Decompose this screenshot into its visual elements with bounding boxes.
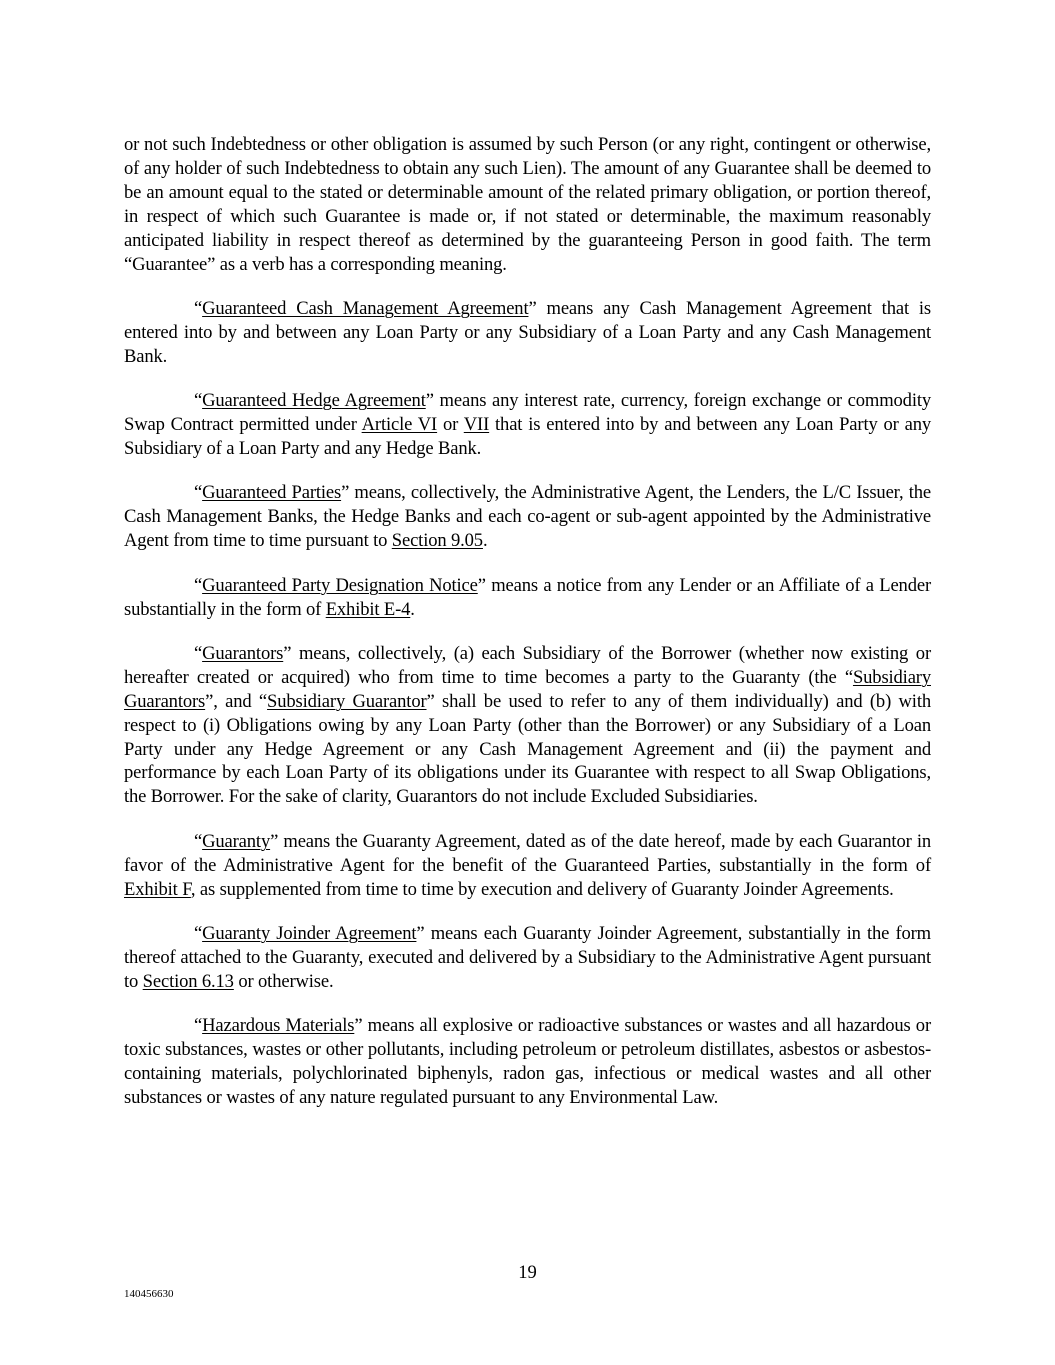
paragraph-text: ” means the Guaranty Agreement, dated as of the date hereof, made by each Guarantor in favor of the Administrative Agent for the benefit of the Guaranteed Parties, substantially in the form of [124, 830, 931, 876]
paragraph-text: . [482, 530, 488, 552]
paragraph-text: , as supplemented from time to time by execution and delivery of Guaranty Joinder Agreements. [190, 878, 894, 900]
definition-paragraph-guaranty-joinder-agreement [124, 922, 931, 994]
defined-term-reference: Section 9.05 [391, 530, 483, 552]
paragraph-text: that is entered into by and between any Loan Party or any Subsidiary of a Loan Party and any Hedge Bank. [124, 414, 932, 459]
definition-paragraph-guarantee-continuation [124, 133, 931, 276]
document-id: 140456630 [124, 1288, 174, 1300]
paragraph-text: ” means a notice from any Lender or an Affiliate of a Lender substantially in the form of [124, 574, 931, 620]
paragraph-text: “ [194, 1015, 203, 1037]
definition-paragraph-hazardous-materials [124, 1014, 931, 1110]
paragraph-text: or otherwise. [233, 970, 334, 992]
paragraph-text: “ [194, 574, 203, 596]
definition-paragraph-guaranteed-cash-management-agreement [124, 297, 931, 369]
paragraph-text: “ [194, 922, 203, 944]
defined-term-reference: Guaranteed Hedge Agreement [202, 390, 426, 412]
defined-term-reference: VII [463, 414, 490, 436]
paragraph-text: “ [194, 830, 203, 852]
paragraph-text: . [410, 598, 415, 620]
defined-term-reference: Guaranteed Party Designation Notice [202, 574, 478, 596]
definition-paragraph-guaranty [124, 830, 931, 902]
defined-term-reference: Section 6.13 [142, 970, 234, 992]
defined-term-reference: Guaranteed Cash Management Agreement [202, 297, 529, 319]
paragraph-text: ” means, collectively, the Administrative Agent, the Lenders, the L/C Issuer, the Cash Management Banks, the Hedge Banks and each co-agent or sub-agent appointed by the Administrative Agent from time to time pursuant to [124, 482, 931, 552]
page-number: 19 [518, 1262, 537, 1283]
defined-term-reference: Guaranty [202, 830, 271, 852]
defined-term-reference: Subsidiary Guarantors [124, 666, 931, 712]
paragraph-text: “ [194, 482, 203, 504]
paragraph-text: “ [194, 297, 203, 319]
paragraph-text: ” means, collectively, (a) each Subsidiary of the Borrower (whether now existing or hereafter created or acquired) who from time to time becomes a party to the Guaranty (the “ [124, 642, 931, 688]
defined-term-reference: Guarantors [202, 642, 284, 664]
definition-paragraph-guaranteed-hedge-agreement [124, 389, 931, 461]
defined-term-reference: Guaranteed Parties [202, 482, 342, 504]
defined-term-reference: Exhibit F [124, 878, 191, 900]
paragraph-text: ” means all explosive or radioactive substances or wastes and all hazardous or toxic substances, wastes or other pollutants, including petroleum or petroleum distillates, asbestos or asbestos-containing materials, polychlorinated biphenyls, radon gas, infectious or medical wastes and all other substances or wastes of any nature regulated pursuant to any Environmental Law. [124, 1015, 931, 1108]
paragraph-text: or not such Indebtedness or other obligation is assumed by such Person (or any right, contingent or otherwise, of any holder of such Indebtedness to obtain any such Lien). The amount of any Guarantee shall be deemed to be an amount equal to the stated or determinable amount of the related primary obligation, or portion thereof, in respect of which such Guarantee is made or, if not stated or determinable, the maximum reasonably anticipated liability in respect thereof as determined by the guaranteeing Person in good faith. The term “Guarantee” as a verb has a corresponding meaning. [124, 134, 931, 275]
definition-paragraph-guaranteed-parties [124, 481, 931, 553]
paragraph-text: “ [194, 642, 203, 664]
defined-term-reference: Subsidiary Guarantor [267, 690, 427, 712]
paragraph-text: ” shall be used to refer to any of them individually) and (b) with respect to (i) Obligations owing by any Loan Party (other than the Borrower) or any Subsidiary of a Loan Party under any Hedge Agreement or any Cash Management Agreement and (ii) the payment and performance by each Loan Party of its obligations under its Guarantee with respect to all Swap Obligations, the Borrower. For the sake of clarity, Guarantors do not include Excluded Subsidiaries. [124, 690, 931, 808]
paragraph-text: or [437, 414, 464, 436]
defined-term-reference: Article VI [361, 414, 438, 436]
document-body [124, 133, 931, 1130]
paragraph-text: ” means any interest rate, currency, foreign exchange or commodity Swap Contract permitted under [124, 390, 931, 436]
definition-paragraph-guaranteed-party-designation-notice [124, 574, 931, 622]
paragraph-text: ” means each Guaranty Joinder Agreement, substantially in the form thereof attached to the Guaranty, executed and delivered by a Subsidiary to the Administrative Agent pursuant to [124, 922, 931, 992]
paragraph-text: ”, and “ [205, 690, 268, 712]
defined-term-reference: Exhibit E-4 [325, 598, 411, 620]
paragraph-text: “ [194, 390, 203, 412]
defined-term-reference: Hazardous Materials [202, 1015, 355, 1037]
definition-paragraph-guarantors [124, 642, 931, 809]
defined-term-reference: Guaranty Joinder Agreement [202, 922, 417, 944]
paragraph-text: ” means any Cash Management Agreement that is entered into by and between any Loan Party or any Subsidiary of a Loan Party and any Cash Management Bank. [124, 297, 931, 367]
